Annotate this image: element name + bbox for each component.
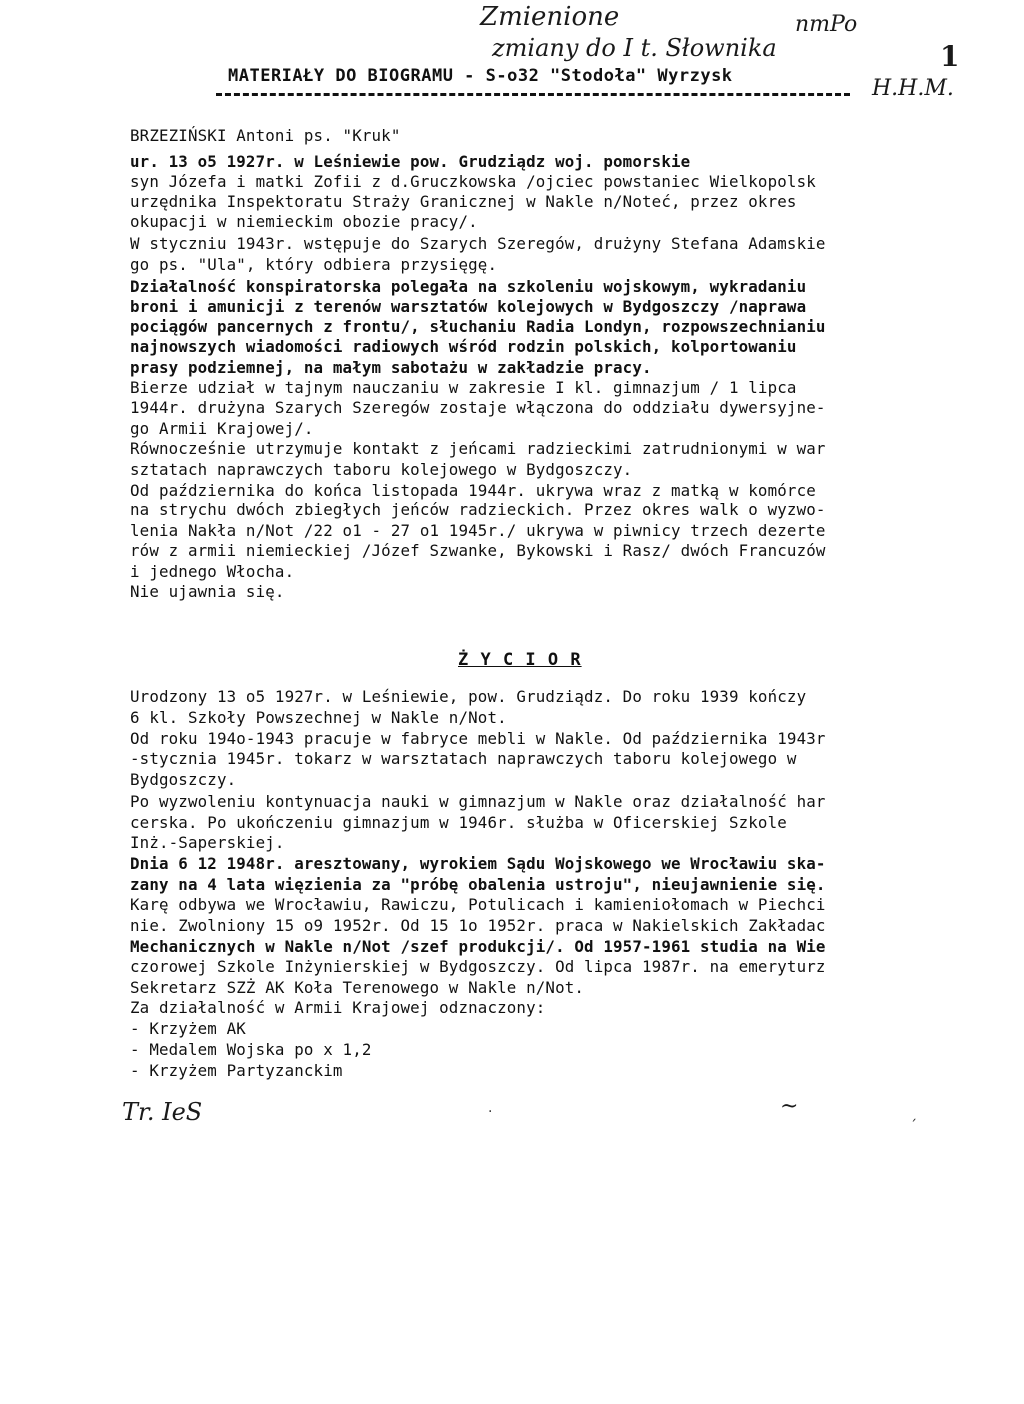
- page-number: 1: [940, 40, 960, 73]
- zyciorys-line: Mechanicznych w Nakle n/Not /szef produkcji/. Od 1957-1961 studia na Wie: [130, 937, 826, 956]
- handwritten-mark-bottom: ~: [780, 1094, 799, 1119]
- person-name: BRZEZIŃSKI Antoni ps. "Kruk": [130, 126, 401, 145]
- materials-line: prasy podziemnej, na małym sabotażu w zakładzie pracy.: [130, 358, 652, 377]
- handwritten-note-top: Zmienione: [480, 2, 620, 32]
- materials-line: okupacji w niemieckim obozie pracy/.: [130, 212, 478, 231]
- materials-line: Od października do końca listopada 1944r. ukrywa wraz z matką w komórce: [130, 481, 816, 500]
- zyciorys-line: - Krzyżem Partyzanckim: [130, 1061, 343, 1080]
- materials-line: urzędnika Inspektoratu Straży Granicznej w Nakle n/Noteć, przez okres: [130, 192, 797, 211]
- materials-line: broni i amunicji z terenów warsztatów kolejowych w Bydgoszczy /naprawa: [130, 297, 807, 316]
- zyciorys-line: 6 kl. Szkoły Powszechnej w Nakle n/Not.: [130, 708, 507, 727]
- zyciorys-line: -stycznia 1945r. tokarz w warsztatach naprawczych taboru kolejowego w: [130, 749, 797, 768]
- materials-line: lenia Nakła n/Not /22 o1 - 27 o1 1945r./ ukrywa w piwnicy trzech dezerte: [130, 521, 826, 540]
- zyciorys-line: Bydgoszczy.: [130, 770, 237, 789]
- handwritten-initials: H.H.M.: [872, 76, 954, 101]
- zyciorys-line: - Krzyżem AK: [130, 1019, 246, 1038]
- materials-line: i jednego Włocha.: [130, 562, 295, 581]
- zyciorys-line: Za działalność w Armii Krajowej odznaczony:: [130, 998, 546, 1017]
- header-divider: [216, 93, 850, 96]
- materials-line: go Armii Krajowej/.: [130, 419, 314, 438]
- materials-line: 1944r. drużyna Szarych Szeregów zostaje włączona do oddziału dywersyjne-: [130, 398, 826, 417]
- materials-line: ur. 13 o5 1927r. w Leśniewie pow. Grudziądz woj. pomorskie: [130, 152, 691, 171]
- materials-line: Nie ujawnia się.: [130, 582, 285, 601]
- section-title-zyciorys: Ż Y C I O R: [458, 650, 582, 670]
- zyciorys-line: Inż.-Saperskiej.: [130, 833, 285, 852]
- materials-line: syn Józefa i matki Zofii z d.Gruczkowska /ojciec powstaniec Wielkopolsk: [130, 172, 816, 191]
- speck-mark: ·: [488, 1104, 493, 1120]
- document-header: MATERIAŁY DO BIOGRAMU - S-o32 "Stodoła" Wyrzysk: [228, 66, 733, 86]
- materials-line: najnowszych wiadomości radiowych wśród rodzin polskich, kolportowaniu: [130, 337, 797, 356]
- materials-line: pociągów pancernych z frontu/, słuchaniu Radia Londyn, rozpowszechnianiu: [130, 317, 826, 336]
- speck-mark: ˏ: [910, 1106, 917, 1122]
- materials-line: Bierze udział w tajnym nauczaniu w zakresie I kl. gimnazjum / 1 lipca: [130, 378, 797, 397]
- zyciorys-line: cerska. Po ukończeniu gimnazjum w 1946r. służba w Oficerskiej Szkole: [130, 813, 787, 832]
- handwritten-note-bottom: Tr. IeS: [122, 1098, 203, 1126]
- zyciorys-line: Karę odbywa we Wrocławiu, Rawiczu, Potulicach i kamieniołomach w Piechci: [130, 895, 826, 914]
- materials-line: sztatach naprawczych taboru kolejowego w Bydgoszczy.: [130, 460, 633, 479]
- zyciorys-line: Dnia 6 12 1948r. aresztowany, wyrokiem Sądu Wojskowego we Wrocławiu ska-: [130, 854, 826, 873]
- materials-line: Równocześnie utrzymuje kontakt z jeńcami radzieckimi zatrudnionymi w war: [130, 439, 826, 458]
- handwritten-note-second: zmiany do I t. Słownika: [492, 34, 777, 62]
- materials-line: Działalność konspiratorska polegała na szkoleniu wojskowym, wykradaniu: [130, 277, 807, 296]
- zyciorys-line: Urodzony 13 o5 1927r. w Leśniewie, pow. Grudziądz. Do roku 1939 kończy: [130, 687, 807, 706]
- zyciorys-line: Od roku 194o-1943 pracuje w fabryce mebli w Nakle. Od października 1943r: [130, 729, 826, 748]
- zyciorys-line: zany na 4 lata więzienia za "próbę obalenia ustroju", nieujawnienie się.: [130, 875, 826, 894]
- materials-line: na strychu dwóch zbiegłych jeńców radzieckich. Przez okres walk o wyzwo-: [130, 500, 826, 519]
- materials-line: rów z armii niemieckiej /Józef Szwanke, Bykowski i Rasz/ dwóch Francuzów: [130, 541, 826, 560]
- materials-line: go ps. "Ula", który odbiera przysięgę.: [130, 255, 498, 274]
- zyciorys-line: czorowej Szkole Inżynierskiej w Bydgoszczy. Od lipca 1987r. na emeryturz: [130, 957, 826, 976]
- handwritten-note-top-right: nmPo: [795, 12, 858, 37]
- zyciorys-line: Sekretarz SZŻ AK Koła Terenowego w Nakle n/Not.: [130, 978, 585, 997]
- materials-line: W styczniu 1943r. wstępuje do Szarych Szeregów, drużyny Stefana Adamskie: [130, 234, 826, 253]
- zyciorys-line: Po wyzwoleniu kontynuacja nauki w gimnazjum w Nakle oraz działalność har: [130, 792, 826, 811]
- zyciorys-line: nie. Zwolniony 15 o9 1952r. Od 15 1o 1952r. praca w Nakielskich Zakładac: [130, 916, 826, 935]
- zyciorys-line: - Medalem Wojska po x 1,2: [130, 1040, 372, 1059]
